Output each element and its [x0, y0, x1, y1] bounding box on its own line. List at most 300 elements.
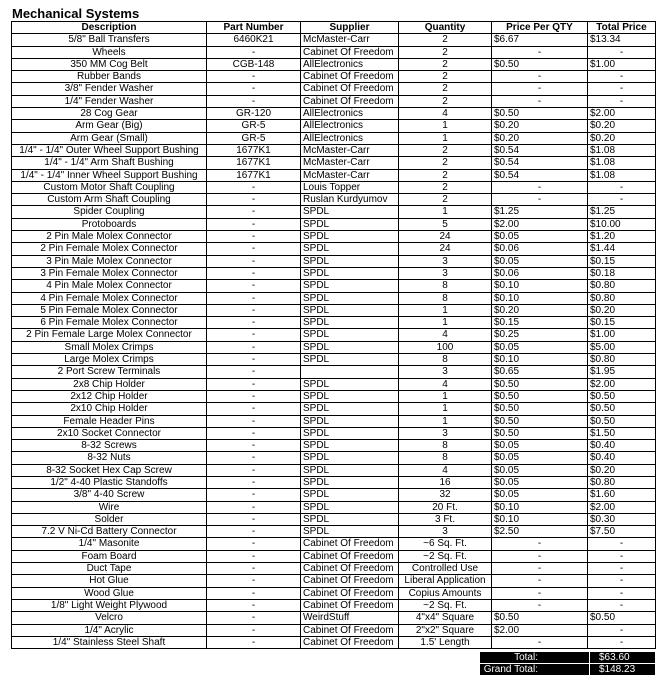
price-per-qty-cell: $0.50	[492, 427, 588, 439]
supplier-cell: Cabinet Of Freedom	[301, 624, 399, 636]
quantity-cell: ~6 Sq. Ft.	[399, 538, 492, 550]
total-price-cell: $13.34	[588, 34, 656, 46]
table-row	[12, 513, 656, 525]
description-cell: 7.2 V Ni-Cd Battery Connector	[12, 526, 207, 538]
quantity-cell: 2	[399, 34, 492, 46]
total-price-cell: -	[588, 71, 656, 83]
price-per-qty-cell: $0.05	[492, 341, 588, 353]
quantity-cell: 8	[399, 452, 492, 464]
supplier-cell: SPDL	[301, 452, 399, 464]
price-per-qty-cell: $0.10	[492, 513, 588, 525]
quantity-cell: 16	[399, 476, 492, 488]
part-number-cell: -	[207, 624, 301, 636]
total-price-cell: -	[588, 575, 656, 587]
total-price-cell: $0.20	[588, 304, 656, 316]
total-price-cell: $0.50	[588, 415, 656, 427]
supplier-cell: SPDL	[301, 341, 399, 353]
total-price-cell: $0.80	[588, 476, 656, 488]
total-price-cell: $10.00	[588, 218, 656, 230]
table-row	[12, 181, 656, 193]
supplier-cell: AllElectronics	[301, 132, 399, 144]
table-row	[12, 612, 656, 624]
part-number-cell: 1677K1	[207, 169, 301, 181]
price-per-qty-cell: $0.20	[492, 120, 588, 132]
table-row	[12, 599, 656, 611]
supplier-cell: SPDL	[301, 476, 399, 488]
table-row	[12, 550, 656, 562]
supplier-cell: SPDL	[301, 415, 399, 427]
part-number-cell: 1677K1	[207, 144, 301, 156]
table-row	[12, 120, 656, 132]
total-price-cell: $0.40	[588, 452, 656, 464]
quantity-cell: 3	[399, 427, 492, 439]
table-row	[12, 390, 656, 402]
total-price-cell: -	[588, 95, 656, 107]
supplier-cell: SPDL	[301, 267, 399, 279]
description-cell: 4 Pin Male Molex Connector	[12, 280, 207, 292]
table-row	[12, 526, 656, 538]
description-cell: 1/2" 4-40 Plastic Standoffs	[12, 476, 207, 488]
quantity-cell: 4	[399, 464, 492, 476]
description-cell: 2 Port Screw Terminals	[12, 366, 207, 378]
price-per-qty-cell: $0.54	[492, 157, 588, 169]
quantity-cell: 8	[399, 280, 492, 292]
table-row	[12, 427, 656, 439]
part-number-cell: -	[207, 280, 301, 292]
description-cell: Hot Glue	[12, 575, 207, 587]
table-row	[12, 489, 656, 501]
description-cell: 1/4" Fender Washer	[12, 95, 207, 107]
table-row	[12, 304, 656, 316]
part-number-cell: -	[207, 501, 301, 513]
quantity-cell: 2	[399, 95, 492, 107]
supplier-cell: Cabinet Of Freedom	[301, 83, 399, 95]
total-price-cell: $0.50	[588, 612, 656, 624]
description-cell: Protoboards	[12, 218, 207, 230]
table-row	[12, 95, 656, 107]
supplier-cell: SPDL	[301, 280, 399, 292]
col-header-price-per-qty: Price Per QTY	[492, 22, 588, 34]
quantity-cell: 4	[399, 378, 492, 390]
total-price-cell: $0.18	[588, 267, 656, 279]
description-cell: 3/8" 4-40 Screw	[12, 489, 207, 501]
description-cell: Custom Motor Shaft Coupling	[12, 181, 207, 193]
total-price-cell: -	[588, 550, 656, 562]
supplier-cell: McMaster-Carr	[301, 34, 399, 46]
description-cell: Small Molex Crimps	[12, 341, 207, 353]
quantity-cell: 8	[399, 354, 492, 366]
price-per-qty-cell: -	[492, 563, 588, 575]
supplier-cell: Cabinet Of Freedom	[301, 563, 399, 575]
table-row	[12, 501, 656, 513]
total-price-cell: $1.60	[588, 489, 656, 501]
part-number-cell: -	[207, 599, 301, 611]
part-number-cell: -	[207, 575, 301, 587]
table-row	[12, 280, 656, 292]
price-per-qty-cell: $0.10	[492, 280, 588, 292]
price-per-qty-cell: $2.00	[492, 624, 588, 636]
quantity-cell: 1	[399, 206, 492, 218]
part-number-cell: GR-120	[207, 108, 301, 120]
table-row	[12, 267, 656, 279]
part-number-cell: 1677K1	[207, 157, 301, 169]
part-number-cell: -	[207, 563, 301, 575]
quantity-cell: 1.5' Length	[399, 636, 492, 648]
total-price-cell: $0.15	[588, 317, 656, 329]
price-per-qty-cell: $0.25	[492, 329, 588, 341]
quantity-cell: 4"x4" Square	[399, 612, 492, 624]
quantity-cell: 32	[399, 489, 492, 501]
price-per-qty-cell: $2.00	[492, 218, 588, 230]
part-number-cell: 6460K21	[207, 34, 301, 46]
table-body	[12, 34, 656, 649]
price-per-qty-cell: $6.67	[492, 34, 588, 46]
table-row	[12, 317, 656, 329]
part-number-cell: -	[207, 304, 301, 316]
quantity-cell: 1	[399, 132, 492, 144]
table-row	[12, 231, 656, 243]
part-number-cell: -	[207, 317, 301, 329]
supplier-cell: SPDL	[301, 464, 399, 476]
description-cell: 2 Pin Female Large Molex Connector	[12, 329, 207, 341]
price-per-qty-cell: $0.20	[492, 132, 588, 144]
description-cell: Velcro	[12, 612, 207, 624]
quantity-cell: 2	[399, 83, 492, 95]
quantity-cell: 2	[399, 71, 492, 83]
supplier-cell: SPDL	[301, 243, 399, 255]
table-row	[12, 415, 656, 427]
quantity-cell: 20 Ft.	[399, 501, 492, 513]
table-row	[12, 563, 656, 575]
price-per-qty-cell: -	[492, 194, 588, 206]
table-row	[12, 206, 656, 218]
part-number-cell: -	[207, 292, 301, 304]
total-price-cell: $5.00	[588, 341, 656, 353]
table-row	[12, 46, 656, 58]
price-per-qty-cell: $0.54	[492, 169, 588, 181]
quantity-cell: 2	[399, 194, 492, 206]
quantity-cell: 2"x2" Square	[399, 624, 492, 636]
part-number-cell: GR-5	[207, 132, 301, 144]
supplier-cell: WeirdStuff	[301, 612, 399, 624]
quantity-cell: 2	[399, 157, 492, 169]
total-price-cell: $1.08	[588, 169, 656, 181]
price-per-qty-cell: $0.50	[492, 612, 588, 624]
part-number-cell: -	[207, 218, 301, 230]
quantity-cell: 3 Ft.	[399, 513, 492, 525]
description-cell: Large Molex Crimps	[12, 354, 207, 366]
part-number-cell: GR-5	[207, 120, 301, 132]
table-row	[12, 636, 656, 648]
quantity-cell: 3	[399, 255, 492, 267]
table-row	[12, 255, 656, 267]
quantity-cell: 1	[399, 304, 492, 316]
part-number-cell: -	[207, 440, 301, 452]
supplier-cell: SPDL	[301, 378, 399, 390]
description-cell: Female Header Pins	[12, 415, 207, 427]
total-price-cell: $0.80	[588, 354, 656, 366]
description-cell: 5/8" Ball Transfers	[12, 34, 207, 46]
grand-total-value: $148.23	[599, 664, 636, 675]
quantity-cell: 5	[399, 218, 492, 230]
description-cell: Wheels	[12, 46, 207, 58]
part-number-cell: -	[207, 489, 301, 501]
supplier-cell: SPDL	[301, 255, 399, 267]
total-price-cell: $1.20	[588, 231, 656, 243]
table-row	[12, 34, 656, 46]
description-cell: 1/4" - 1/4" Inner Wheel Support Bushing	[12, 169, 207, 181]
part-number-cell: -	[207, 341, 301, 353]
description-cell: 2 Pin Female Molex Connector	[12, 243, 207, 255]
total-price-cell: $1.08	[588, 157, 656, 169]
supplier-cell: SPDL	[301, 354, 399, 366]
price-per-qty-cell: $0.05	[492, 464, 588, 476]
supplier-cell: SPDL	[301, 440, 399, 452]
col-header-supplier: Supplier	[301, 22, 399, 34]
total-price-cell: -	[588, 636, 656, 648]
total-price-cell: -	[588, 194, 656, 206]
table-row	[12, 476, 656, 488]
part-number-cell: -	[207, 513, 301, 525]
price-per-qty-cell: -	[492, 95, 588, 107]
quantity-cell: 4	[399, 108, 492, 120]
price-per-qty-cell: $0.10	[492, 354, 588, 366]
price-per-qty-cell: $0.50	[492, 415, 588, 427]
description-cell: 1/4" Masonite	[12, 538, 207, 550]
total-price-cell: $1.08	[588, 144, 656, 156]
table-row	[12, 538, 656, 550]
description-cell: 1/8" Light Weight Plywood	[12, 599, 207, 611]
supplier-cell: Cabinet Of Freedom	[301, 636, 399, 648]
supplier-cell: AllElectronics	[301, 58, 399, 70]
supplier-cell: Cabinet Of Freedom	[301, 550, 399, 562]
quantity-cell: 2	[399, 181, 492, 193]
total-price-cell: $2.00	[588, 108, 656, 120]
quantity-cell: 24	[399, 243, 492, 255]
total-price-cell: $0.20	[588, 464, 656, 476]
price-per-qty-cell: $0.05	[492, 255, 588, 267]
supplier-cell: SPDL	[301, 513, 399, 525]
description-cell: 8-32 Nuts	[12, 452, 207, 464]
part-number-cell: -	[207, 464, 301, 476]
table-row	[12, 329, 656, 341]
total-price-cell: -	[588, 83, 656, 95]
total-label: Total:	[514, 652, 538, 663]
part-number-cell: -	[207, 267, 301, 279]
table-row	[12, 292, 656, 304]
quantity-cell: 1	[399, 390, 492, 402]
total-price-cell: -	[588, 599, 656, 611]
col-header-quantity: Quantity	[399, 22, 492, 34]
quantity-cell: 4	[399, 329, 492, 341]
part-number-cell: -	[207, 587, 301, 599]
quantity-cell: 24	[399, 231, 492, 243]
price-per-qty-cell: $0.50	[492, 403, 588, 415]
supplier-cell: Cabinet Of Freedom	[301, 538, 399, 550]
table-row	[12, 83, 656, 95]
description-cell: 28 Cog Gear	[12, 108, 207, 120]
table-row	[12, 243, 656, 255]
price-per-qty-cell: $0.54	[492, 144, 588, 156]
total-price-cell: $0.80	[588, 280, 656, 292]
table-row	[12, 378, 656, 390]
quantity-cell: 2	[399, 46, 492, 58]
price-per-qty-cell: $0.20	[492, 304, 588, 316]
table-row	[12, 464, 656, 476]
price-per-qty-cell: -	[492, 181, 588, 193]
table-row	[12, 132, 656, 144]
total-price-cell: $0.20	[588, 120, 656, 132]
total-price-cell: $0.50	[588, 390, 656, 402]
supplier-cell: SPDL	[301, 304, 399, 316]
price-per-qty-cell: $0.05	[492, 231, 588, 243]
quantity-cell: 3	[399, 366, 492, 378]
quantity-cell: 1	[399, 415, 492, 427]
price-per-qty-cell: -	[492, 71, 588, 83]
quantity-cell: ~2 Sq. Ft.	[399, 599, 492, 611]
table-row	[12, 341, 656, 353]
supplier-cell: SPDL	[301, 329, 399, 341]
part-number-cell: -	[207, 231, 301, 243]
description-cell: 2 Pin Male Molex Connector	[12, 231, 207, 243]
table-row	[12, 71, 656, 83]
description-cell: 3/8" Fender Washer	[12, 83, 207, 95]
quantity-cell: 2	[399, 144, 492, 156]
quantity-cell: ~2 Sq. Ft.	[399, 550, 492, 562]
quantity-cell: Copius Amounts	[399, 587, 492, 599]
quantity-cell: 3	[399, 267, 492, 279]
part-number-cell: -	[207, 526, 301, 538]
grand-total-label: Grand Total:	[483, 664, 538, 675]
price-per-qty-cell: $0.50	[492, 108, 588, 120]
total-price-cell: -	[588, 624, 656, 636]
price-per-qty-cell: $0.50	[492, 390, 588, 402]
price-per-qty-cell: $0.05	[492, 489, 588, 501]
col-header-description: Description	[12, 22, 207, 34]
description-cell: Custom Arm Shaft Coupling	[12, 194, 207, 206]
total-price-cell: -	[588, 587, 656, 599]
supplier-cell: Cabinet Of Freedom	[301, 71, 399, 83]
total-price-cell: $1.95	[588, 366, 656, 378]
description-cell: Wood Glue	[12, 587, 207, 599]
part-number-cell: -	[207, 390, 301, 402]
table-row	[12, 575, 656, 587]
description-cell: 2x12 Chip Holder	[12, 390, 207, 402]
supplier-cell: SPDL	[301, 427, 399, 439]
part-number-cell: -	[207, 415, 301, 427]
price-per-qty-cell: -	[492, 587, 588, 599]
description-cell: Rubber Bands	[12, 71, 207, 83]
price-per-qty-cell: -	[492, 575, 588, 587]
price-per-qty-cell: $0.05	[492, 452, 588, 464]
part-number-cell: -	[207, 95, 301, 107]
quantity-cell: Controlled Use	[399, 563, 492, 575]
total-price-cell: $1.00	[588, 329, 656, 341]
part-number-cell: -	[207, 550, 301, 562]
supplier-cell: Louis Topper	[301, 181, 399, 193]
part-number-cell: -	[207, 354, 301, 366]
total-price-cell: -	[588, 46, 656, 58]
price-per-qty-cell: $0.06	[492, 267, 588, 279]
price-per-qty-cell: $0.15	[492, 317, 588, 329]
part-number-cell: -	[207, 194, 301, 206]
part-number-cell: -	[207, 206, 301, 218]
quantity-cell: 3	[399, 526, 492, 538]
supplier-cell: Cabinet Of Freedom	[301, 575, 399, 587]
table-row	[12, 144, 656, 156]
price-per-qty-cell: -	[492, 46, 588, 58]
description-cell: Duct Tape	[12, 563, 207, 575]
col-header-part-number: Part Number	[207, 22, 301, 34]
price-per-qty-cell: $2.50	[492, 526, 588, 538]
price-per-qty-cell: $0.05	[492, 440, 588, 452]
supplier-cell: Ruslan Kurdyumov	[301, 194, 399, 206]
total-price-cell: $1.00	[588, 58, 656, 70]
part-number-cell: -	[207, 612, 301, 624]
table-row	[12, 58, 656, 70]
part-number-cell: -	[207, 452, 301, 464]
table-row	[12, 587, 656, 599]
table-row	[12, 440, 656, 452]
part-number-cell: -	[207, 378, 301, 390]
price-per-qty-cell: $0.65	[492, 366, 588, 378]
description-cell: 2x8 Chip Holder	[12, 378, 207, 390]
quantity-cell: 100	[399, 341, 492, 353]
total-price-cell: $2.00	[588, 378, 656, 390]
supplier-cell: SPDL	[301, 231, 399, 243]
total-price-cell: $2.00	[588, 501, 656, 513]
description-cell: 350 MM Cog Belt	[12, 58, 207, 70]
table-row	[12, 157, 656, 169]
supplier-cell: Cabinet Of Freedom	[301, 46, 399, 58]
part-number-cell: -	[207, 427, 301, 439]
quantity-cell: 8	[399, 440, 492, 452]
supplier-cell: McMaster-Carr	[301, 157, 399, 169]
supplier-cell: SPDL	[301, 403, 399, 415]
total-price-cell: $0.80	[588, 292, 656, 304]
price-per-qty-cell: $1.25	[492, 206, 588, 218]
price-per-qty-cell: $0.06	[492, 243, 588, 255]
part-number-cell: CGB-148	[207, 58, 301, 70]
quantity-cell: 1	[399, 403, 492, 415]
parts-table	[11, 21, 656, 649]
supplier-cell: SPDL	[301, 501, 399, 513]
supplier-cell: Cabinet Of Freedom	[301, 587, 399, 599]
part-number-cell: -	[207, 366, 301, 378]
total-price-cell: $0.20	[588, 132, 656, 144]
price-per-qty-cell: $0.50	[492, 378, 588, 390]
quantity-cell: 2	[399, 58, 492, 70]
supplier-cell: Cabinet Of Freedom	[301, 95, 399, 107]
price-per-qty-cell: $0.10	[492, 501, 588, 513]
table-row	[12, 366, 656, 378]
supplier-cell: McMaster-Carr	[301, 169, 399, 181]
total-price-cell: -	[588, 538, 656, 550]
description-cell: Arm Gear (Small)	[12, 132, 207, 144]
total-price-cell: $1.50	[588, 427, 656, 439]
supplier-cell: SPDL	[301, 206, 399, 218]
col-header-total-price: Total Price	[588, 22, 656, 34]
price-per-qty-cell: -	[492, 636, 588, 648]
total-row	[480, 652, 655, 663]
table-row	[12, 169, 656, 181]
table-row	[12, 403, 656, 415]
part-number-cell: -	[207, 243, 301, 255]
supplier-cell: AllElectronics	[301, 108, 399, 120]
description-cell: 4 Pin Female Molex Connector	[12, 292, 207, 304]
description-cell: 2x10 Chip Holder	[12, 403, 207, 415]
part-number-cell: -	[207, 46, 301, 58]
